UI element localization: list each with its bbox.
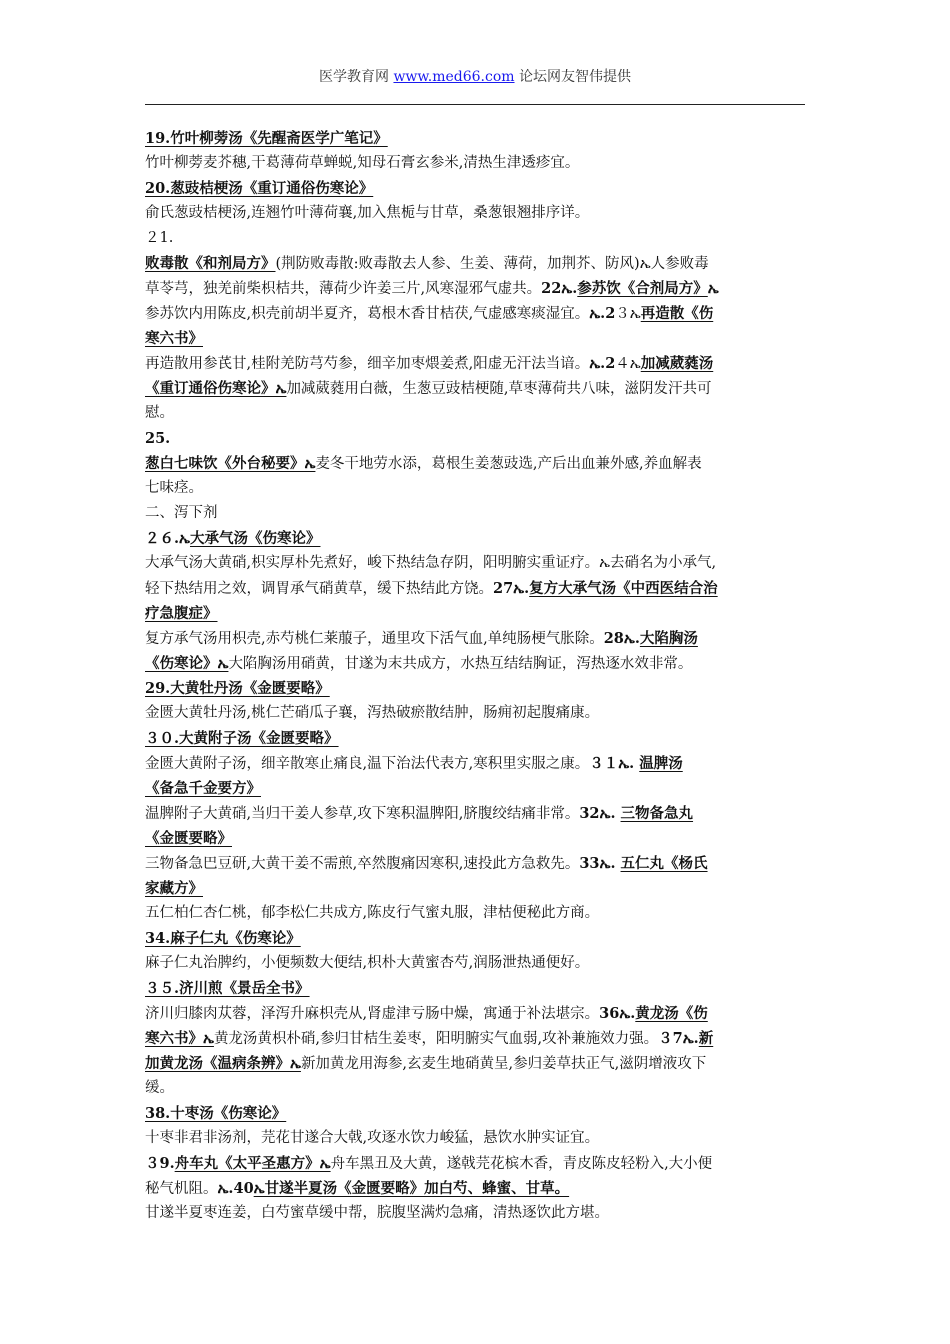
text-line [145, 851, 805, 876]
formula-title: 大承气汤《伤寒论》 [189, 530, 321, 547]
formula-title: 寒六书》ኤ [145, 1030, 214, 1047]
formula-title: 29.大黄牡丹汤《金匮要略》 [145, 680, 330, 697]
item-number: 22ኤ. [541, 280, 578, 297]
header-site-link[interactable]: www.med66.com [393, 69, 515, 85]
text-line [145, 251, 805, 276]
formula-title: 温脾汤 [639, 755, 683, 772]
text-segment: ３ኤ [615, 306, 641, 322]
text-line [145, 976, 805, 1001]
text-segment: 竹叶柳蒡麦芥穗,干葛薄荷草蝉蜕,知母石膏玄参米,清热生津透疹宜。 [145, 155, 580, 171]
text-segment: 参苏饮内用陈皮,枳壳前胡半夏齐，葛根木香甘桔茯,气虚感寒痰湿宜。 [145, 306, 590, 322]
text-line [145, 801, 805, 826]
text-line [145, 276, 805, 301]
text-line [145, 876, 805, 901]
item-number: ３7ኤ. [658, 1030, 699, 1047]
item-number: ２６.ኤ [145, 530, 190, 547]
text-line [145, 451, 805, 476]
text-line [145, 1101, 805, 1126]
page-header [0, 66, 950, 86]
text-line [145, 626, 805, 651]
text-line [145, 151, 805, 176]
item-number: 36ኤ. [599, 1005, 636, 1022]
item-number: ３１ኤ. [589, 755, 640, 772]
item-number: 27ኤ. [493, 580, 530, 597]
header-prefix: 医学教育网 [319, 69, 394, 85]
formula-title: 黄龙汤《伤 [635, 1005, 708, 1022]
text-line [145, 501, 805, 526]
text-line [145, 751, 805, 776]
text-line [145, 1126, 805, 1151]
formula-title: 寒六书》 [145, 330, 203, 347]
formula-title: 五仁丸《杨氏 [620, 855, 708, 872]
text-line [145, 576, 805, 601]
text-line [145, 1176, 805, 1201]
text-segment: 大承气汤大黄硝,枳实厚朴先煮好，峻下热结急存阴，阳明腑实重证疗。ኤ去硝名为小承气, [145, 555, 717, 571]
formula-title: 《重订通俗伤寒论》ኤ [145, 380, 287, 397]
text-segment: 甘遂半夏枣连姜，白芍蜜草缓中帮，脘腹坚满灼急痛，清热逐饮此方堪。 [145, 1205, 609, 1221]
text-line [145, 1201, 805, 1226]
text-segment: 加减葳蕤用白薇，生葱豆豉桔梗随,草枣薄荷共八味，滋阴发汗共可 [286, 381, 712, 397]
header-suffix: 论坛网友智伟提供 [514, 69, 631, 85]
formula-title: 舟车丸《太平圣惠方》ኤ [174, 1155, 331, 1172]
text-segment: 大陷胸汤用硝黄，甘遂为末共成方，水热互结结胸证，泻热逐水效非常。 [228, 656, 693, 672]
text-segment: 十枣非君非汤剂，芫花甘遂合大戟,攻逐水饮力峻猛，悬饮水肿实证宜。 [145, 1130, 600, 1146]
text-line [145, 1001, 805, 1026]
text-line [145, 351, 805, 376]
text-segment: (荆防败毒散:败毒散去人参、生姜、薄荷，加荆芥、防风)ኤ人参败毒 [275, 256, 709, 272]
formula-title: 20.葱豉桔梗汤《重订通俗伤寒论》 [145, 180, 374, 197]
text-line [145, 726, 805, 751]
text-segment: 再造散用参芪甘,桂附羌防芎芍参，细辛加枣煨姜煮,阳虚无汗法当谙。 [145, 356, 590, 372]
text-line [145, 426, 805, 451]
text-line [145, 901, 805, 926]
item-number: ኤ.2 [589, 355, 616, 372]
text-line [145, 951, 805, 976]
text-line [145, 176, 805, 201]
text-line [145, 526, 805, 551]
formula-title: 败毒散《和剂局方》 [145, 255, 276, 272]
formula-title: 《金匮要略》 [145, 830, 232, 847]
document-body [145, 126, 805, 1226]
text-segment: 金匮大黄附子汤，细辛散寒止痛良,温下治法代表方,寒积里实服之康。 [145, 756, 590, 772]
formula-title: 加黄龙汤《温病条辨》ኤ [145, 1055, 301, 1072]
text-line [145, 676, 805, 701]
text-segment: 黄龙汤黄枳朴硝,参归甘桔生姜枣，阳明腑实气血弱,攻补兼施效力强。 [213, 1031, 659, 1047]
text-line [145, 301, 805, 326]
text-segment: 金匮大黄牡丹汤,桃仁芒硝瓜子襄，泻热破瘀散结肿，肠痈初起腹痛康。 [145, 705, 600, 721]
formula-title: 新 [698, 1030, 714, 1047]
formula-title: 参苏饮《合剂局方》 [577, 280, 708, 297]
text-segment: 复方承气汤用枳壳,赤芍桃仁莱菔子，通里攻下活气血,单纯肠梗气胀除。 [145, 631, 604, 647]
text-segment: 秘气机阻。 [145, 1181, 218, 1197]
text-line [145, 601, 805, 626]
item-number: 33ኤ. [579, 855, 621, 872]
formula-title: 加减葳蕤汤 [640, 355, 714, 372]
text-segment: 轻下热结用之效，调胃承气硝黄草，缓下热结此方饶。 [145, 581, 493, 597]
text-segment: 新加黄龙用海参,玄麦生地硝黄呈,参归姜草扶正气,滋阴增液攻下 [300, 1056, 707, 1072]
formula-title: 34.麻子仁丸《伤寒论》 [145, 930, 301, 947]
formula-title: 家藏方》 [145, 880, 203, 897]
item-number: ኤ.2 [589, 305, 616, 322]
text-segment: 济川归膝肉苁蓉，泽泻升麻枳壳从,肾虚津亏肠中燥，寓通于补法堪宗。 [145, 1006, 600, 1022]
text-line [145, 1026, 805, 1051]
formula-title: 再造散《伤 [640, 305, 714, 322]
text-line [145, 126, 805, 151]
text-line [145, 1151, 805, 1176]
formula-title: ３５.济川煎《景岳全书》 [145, 980, 310, 997]
formula-title: 大陷胸汤 [639, 630, 698, 647]
text-line [145, 651, 805, 676]
item-number: ኤ.40 [217, 1180, 254, 1197]
text-line [145, 776, 805, 801]
text-line [145, 476, 805, 501]
text-segment: 三物备急巴豆研,大黄干姜不需煎,卒然腹痛因寒积,速投此方急救先。 [145, 856, 580, 872]
text-segment: 舟车黑丑及大黄，遂戟芫花槟木香，青皮陈皮轻粉入,大小便 [330, 1156, 713, 1172]
text-line [145, 401, 805, 426]
formula-title: ኤ甘遂半夏汤《金匮要略》加白芍、蜂蜜、甘草。 [253, 1180, 570, 1197]
text-line [145, 1076, 805, 1101]
formula-title: 《备急千金要方》 [145, 780, 261, 797]
text-segment: 麦冬干地劳水添，葛根生姜葱豉选,产后出血兼外感,养血解表 [315, 456, 702, 472]
text-segment: 温脾附子大黄硝,当归干姜人参草,攻下寒积温脾阳,脐腹绞结痛非常。 [145, 806, 580, 822]
text-line [145, 926, 805, 951]
formula-title: 19.竹叶柳蒡汤《先醒斋医学广笔记》 [145, 130, 388, 147]
text-line [145, 826, 805, 851]
text-segment: 慰。 [145, 405, 174, 421]
text-segment: ４ኤ [615, 356, 641, 372]
formula-title: 《伤寒论》ኤ [145, 655, 229, 672]
text-line [145, 376, 805, 401]
text-segment: 二、泻下剂 [145, 505, 218, 521]
text-line [145, 551, 805, 576]
item-number: 32ኤ. [579, 805, 621, 822]
item-number: ３9. [145, 1155, 175, 1172]
text-segment: 缓。 [145, 1080, 174, 1096]
formula-title: ３０.大黄附子汤《金匮要略》 [145, 730, 339, 747]
text-segment: ２1. [145, 230, 174, 246]
formula-title: 38.十枣汤《伤寒论》 [145, 1105, 287, 1122]
text-line [145, 1051, 805, 1076]
formula-title: 疗急腹症》 [145, 605, 218, 622]
text-segment: 七味痉。 [145, 480, 203, 496]
item-number: 25. [145, 430, 171, 447]
item-number: ኤ [707, 280, 719, 297]
text-line [145, 226, 805, 251]
item-number: 28ኤ. [603, 630, 640, 647]
formula-title: 葱白七味饮《外台秘要》ኤ [145, 455, 316, 472]
formula-title: 复方大承气汤《中西医结合治 [529, 580, 718, 597]
text-segment: 五仁柏仁杏仁桃，郁李松仁共成方,陈皮行气蜜丸服，津枯便秘此方商。 [145, 905, 600, 921]
text-segment: 俞氏葱豉桔梗汤,连翘竹叶薄荷襄,加入焦栀与甘草，桑葱银翘排序详。 [145, 205, 590, 221]
text-line [145, 326, 805, 351]
text-segment: 麻子仁丸治脾约，小便频数大便结,枳朴大黄蜜杏芍,润肠泄热通便好。 [145, 955, 590, 971]
text-segment: 草苓芎，独羌前柴枳桔共，薄荷少许姜三片,风寒湿邪气虚共。 [145, 281, 542, 297]
header-divider [145, 104, 805, 105]
text-line [145, 201, 805, 226]
formula-title: 三物备急丸 [620, 805, 694, 822]
text-line [145, 701, 805, 726]
